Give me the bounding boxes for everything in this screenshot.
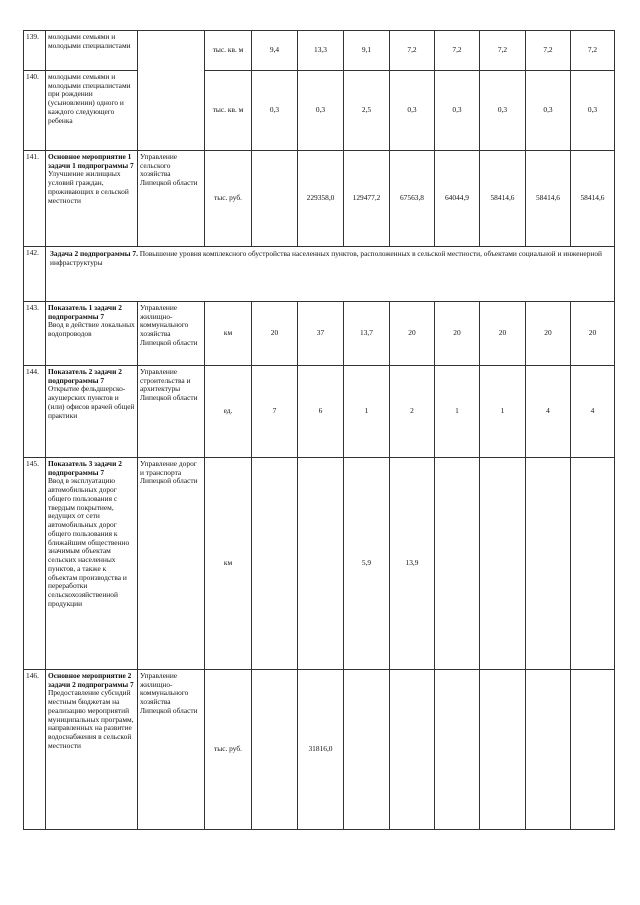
value-cell: 9,1: [344, 31, 390, 71]
value-cell: 7,2: [571, 31, 615, 71]
value-cell: 7,2: [435, 31, 480, 71]
value-cell: 229358,0: [298, 151, 344, 247]
indicator-title: Показатель 2 задачи 2 подпрограммы 7: [48, 367, 122, 385]
value-cell: [298, 458, 344, 670]
value-cell: 129477,2: [344, 151, 390, 247]
value-cell: 37: [298, 302, 344, 366]
unit-cell: км: [205, 458, 252, 670]
responsible-org: Управление жилищно-коммунального хозяйства Липецкой области: [138, 670, 205, 830]
value-cell: 1: [480, 366, 526, 458]
indicator-name: [46, 302, 138, 366]
table-row: [24, 458, 615, 670]
value-cell: 4: [526, 366, 571, 458]
unit-cell: тыс. кв. м: [205, 31, 252, 71]
value-cell: [526, 458, 571, 670]
value-cell: 1: [435, 366, 480, 458]
value-cell: 64044,9: [435, 151, 480, 247]
row-number: 143.: [24, 302, 46, 366]
value-cell: [571, 458, 615, 670]
table-row: [24, 247, 615, 302]
unit-cell: км: [205, 302, 252, 366]
table-row: [24, 366, 615, 458]
value-cell: [526, 670, 571, 830]
value-cell: 0,3: [435, 71, 480, 151]
value-cell: 13,3: [298, 31, 344, 71]
value-cell: 9,4: [252, 31, 298, 71]
value-cell: 20: [435, 302, 480, 366]
value-cell: [252, 151, 298, 247]
value-cell: 1: [344, 366, 390, 458]
row-number: 145.: [24, 458, 46, 670]
value-cell: [571, 670, 615, 830]
value-cell: [435, 670, 480, 830]
indicator-description: Улучшение жилищных условий граждан, проживающих в сельской местности: [48, 169, 129, 205]
value-cell: 7,2: [526, 31, 571, 71]
task-description: Повышение уровня комплексного обустройства населенных пунктов, расположенных в сельской местности, объектами социальной и инженерной инфраструктуры: [50, 249, 603, 267]
row-number: 144.: [24, 366, 46, 458]
value-cell: 0,3: [480, 71, 526, 151]
value-cell: 13,9: [390, 458, 435, 670]
unit-cell: тыс. руб.: [205, 670, 252, 830]
value-cell: 20: [252, 302, 298, 366]
value-cell: 0,3: [298, 71, 344, 151]
value-cell: 0,3: [571, 71, 615, 151]
value-cell: 0,3: [526, 71, 571, 151]
value-cell: 67563,8: [390, 151, 435, 247]
value-cell: [435, 458, 480, 670]
value-cell: 20: [480, 302, 526, 366]
responsible-org: Управление сельского хозяйства Липецкой области: [138, 151, 205, 247]
unit-cell: тыс. руб.: [205, 151, 252, 247]
row-number: 140.: [24, 71, 46, 151]
table-row: [24, 302, 615, 366]
value-cell: 20: [390, 302, 435, 366]
indicator-description: Ввод в действие локальных водопроводов: [48, 320, 135, 339]
task-heading: [46, 247, 615, 302]
row-number: 141.: [24, 151, 46, 247]
value-cell: 2,5: [344, 71, 390, 151]
table-row: [24, 31, 615, 71]
indicator-title: Показатель 1 задачи 2 подпрограммы 7: [48, 303, 122, 321]
indicator-description: Предоставление субсидий местным бюджетам на реализацию мероприятий муниципальных программ, направленных на развитие водоснабжения в сельской местности: [48, 688, 134, 750]
table-row: [24, 670, 615, 830]
unit-cell: ед.: [205, 366, 252, 458]
value-cell: 6: [298, 366, 344, 458]
unit-cell: тыс. кв. м: [205, 71, 252, 151]
value-cell: 7,2: [480, 31, 526, 71]
row-number: 146.: [24, 670, 46, 830]
indicator-description: Ввод в эксплуатацию автомобильных дорог общего пользования с твердым покрытием, ведущих от сети автомобильных дорог общего пользования к ближайшим общественно значимым объектам сельских населенных пунктов, а также к объектам производства и переработки сельскохозяйственной продукции: [48, 476, 130, 608]
value-cell: 31816,0: [298, 670, 344, 830]
indicator-name: [46, 670, 138, 830]
indicator-description: Открытие фельдшерско-акушерских пунктов и (или) офисов врачей общей практики: [48, 384, 135, 420]
value-cell: 7,2: [390, 31, 435, 71]
indicator-name: [46, 151, 138, 247]
value-cell: [390, 670, 435, 830]
responsible-org: [138, 31, 205, 151]
value-cell: [252, 458, 298, 670]
indicator-name: молодыми семьями и молодыми специалистами при рождении (усыновлении) одного и каждого следующего ребенка: [46, 71, 138, 151]
responsible-org: Управление жилищно-коммунального хозяйства Липецкой области: [138, 302, 205, 366]
value-cell: 13,7: [344, 302, 390, 366]
value-cell: 2: [390, 366, 435, 458]
value-cell: [480, 458, 526, 670]
indicator-name: [46, 458, 138, 670]
value-cell: 5,9: [344, 458, 390, 670]
indicators-table: [23, 30, 615, 830]
responsible-org: Управление строительства и архитектуры Липецкой области: [138, 366, 205, 458]
table-row: [24, 151, 615, 247]
indicator-title: Основное мероприятие 2 задачи 2 подпрограммы 7: [48, 671, 134, 689]
value-cell: 58414,6: [480, 151, 526, 247]
value-cell: 58414,6: [526, 151, 571, 247]
row-number: 142.: [24, 247, 46, 302]
indicator-title: Основное мероприятие 1 задачи 1 подпрограммы 7: [48, 152, 134, 170]
value-cell: [480, 670, 526, 830]
value-cell: 0,3: [252, 71, 298, 151]
value-cell: [252, 670, 298, 830]
task-title: Задача 2 подпрограммы 7.: [50, 249, 138, 258]
table-row: [24, 71, 615, 151]
indicator-name: молодыми семьями и молодыми специалистами: [46, 31, 138, 71]
value-cell: 20: [526, 302, 571, 366]
row-number: 139.: [24, 31, 46, 71]
indicator-name: [46, 366, 138, 458]
value-cell: 20: [571, 302, 615, 366]
indicator-title: Показатель 3 задачи 2 подпрограммы 7: [48, 459, 122, 477]
value-cell: 0,3: [390, 71, 435, 151]
value-cell: 7: [252, 366, 298, 458]
value-cell: 4: [571, 366, 615, 458]
responsible-org: Управление дорог и транспорта Липецкой области: [138, 458, 205, 670]
value-cell: [344, 670, 390, 830]
value-cell: 58414,6: [571, 151, 615, 247]
